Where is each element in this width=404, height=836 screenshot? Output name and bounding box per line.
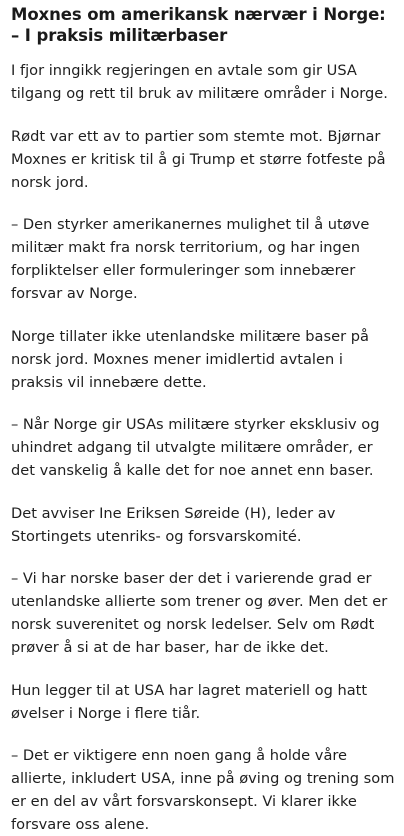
article-paragraph-3: – Den styrker amerikanernes mulighet til å utøve militær makt fra norsk territorium, og har ingen forpliktelser eller formuleringer som innebærer forsvar av Norge.	[11, 216, 370, 302]
article-paragraph-5: – Når Norge gir USAs militære styrker eksklusiv og uhindret adgang til utvalgte militære områder, er det vanskelig å kalle det for noe annet enn baser.	[11, 416, 380, 479]
article-paragraph-8: Hun legger til at USA har lagret materiell og hatt øvelser i Norge i flere tiår.	[11, 681, 368, 722]
article-headline: Moxnes om amerikansk nærvær i Norge: – I praksis militærbaser	[11, 5, 386, 45]
article-paragraph-2: Rødt var ett av to partier som stemte mot. Bjørnar Moxnes er kritisk til å gi Trump et større fotfeste på norsk jord.	[11, 127, 386, 191]
article-paragraph-4: Norge tillater ikke utenlandske militære baser på norsk jord. Moxnes mener imidlertid avtalen i praksis vil innebære dette.	[11, 327, 369, 391]
article-paragraph-6: Det avviser Ine Eriksen Søreide (H), leder av Stortingets utenriks- og forsvarskomité.	[11, 504, 336, 545]
article-body	[11, 59, 396, 836]
article-paragraph-1: I fjor inngikk regjeringen en avtale som gir USA tilgang og rett til bruk av militære områder i Norge.	[11, 62, 388, 102]
article-paragraph-7: – Vi har norske baser der det i varierende grad er utenlandske allierte som trener og øver. Men det er norsk suverenitet og norsk ledelser. Selv om Rødt prøver å si at de har baser, har de ikke det.	[11, 570, 388, 656]
article-paragraph-9: – Det er viktigere enn noen gang å holde våre allierte, inkludert USA, inne på øving og trening som er en del av vårt forsvarskonsept. Vi klarer ikke forsvare oss alene.	[11, 747, 395, 833]
